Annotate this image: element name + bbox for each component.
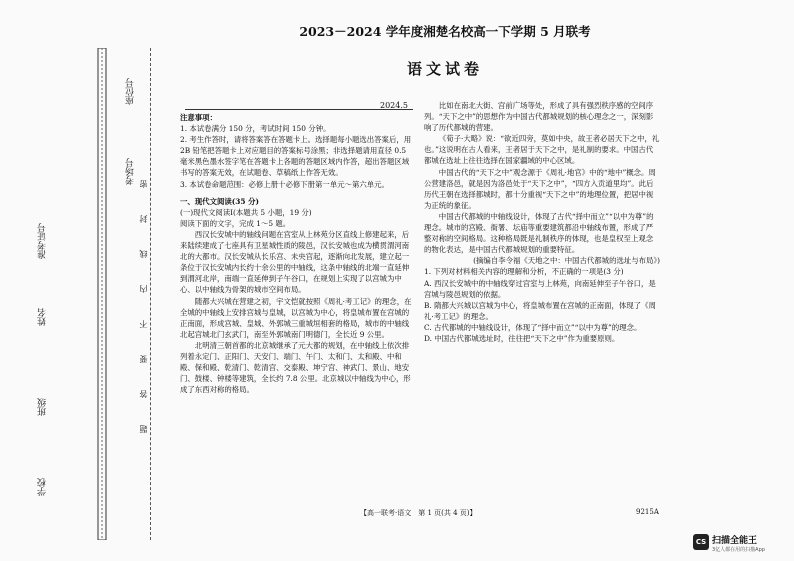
exam-header: 2023－2024 学年度湘楚名校高一下学期 5 月联考 [299,24,591,39]
section-title: 一、现代文阅读(35 分) [180,196,259,206]
question-1-option-a: A. 西汉长安城中的中轴线穿过宫室与上林苑，向南延伸至子午谷口，是宫城与陵邑规划的依据。 [424,278,656,299]
right-column [424,100,660,344]
exam-code: 9215A [636,508,659,516]
fold-char-7: 题 [139,425,148,433]
section-instruction: 阅读下面的文字，完成 1～5 题。 [180,218,291,228]
page-footer: 【高一联考·语文 第 1 页(共 4 页)】 [360,509,477,517]
question-1-stem: 1. 下列对材料相关内容的理解和分析，不正确的一项是(3 分) [424,267,624,277]
fold-char-2: 线 [139,250,148,258]
binding-strip [28,48,178,540]
camscanner-name: 扫描全能王 [712,536,758,546]
note-item-2: 2. 考生作答时，请将答案答在答题卡上。选择题每小题选出答案后，用 2B 铅笔把答题卡上对应题目的答案标号涂黑；非选择题请用直径 0.5 毫米黑色墨水签字笔在答题卡上各题的答题区域内作答，超出答题区域书写的答案无效，在试题卷、草稿纸上作答无效。 [180,135,412,178]
passage-paragraph-6: 中国古代的“天下之中”观念源于《周礼·地官》中的“地中”概念。周公营建洛邑，就是因为洛邑处于“天下之中”，“四方入贡道里均”。此后历代王朝在选择都城时，都十分重视“天下之中”的地理位置，把居中视为正统的象征。 [424,167,656,210]
passage-source: (摘编自李令福《天地之中：中国古代都城的选址与布局》) [473,256,660,266]
question-1-option-c: C. 古代都城的中轴线设计，体现了“择中而立”“以中为尊”的理念。 [424,322,642,332]
question-1-option-d: D. 中国古代都城选址时，往往把“天下之中”作为重要原则。 [424,333,620,343]
notes-title: 注意事项： [180,113,217,122]
passage-paragraph-3: 北明清三朝首都的北京城继承了元大都的规划，在中轴线上依次排列着永定门、正阳门、天安门、端门、午门、太和门、太和殿、中和殿、保和殿、乾清门、乾清宫、交泰殿、坤宁宫、神武门、景山、地安门、鼓楼、钟楼等建筑，全长约 7.8 公里。北京城以中轴线为中心，形成了东西对称的格局。 [180,340,411,395]
binding-field-room: 考场号 [126,158,136,185]
left-column [180,112,412,395]
header-rule [185,109,413,110]
fold-char-5: 要 [139,355,148,363]
note-item-1: 1. 本试卷满分 150 分，考试时间 150 分钟。 [180,124,331,134]
binding-field-school: 学校 [38,478,48,496]
fold-char-3: 内 [139,285,148,293]
passage-paragraph-4: 比如在南北大街、宫前广场等处，形成了具有强烈秩序感的空间序列。“天下之中”的思想作为中国古代都城规划的核心理念之一，深刻影响了历代都城的营建。 [424,101,654,133]
fold-char-4: 不 [139,320,148,328]
camscanner-logo-icon: CS [693,534,709,550]
binding-field-class: 班级 [38,398,48,416]
cut-line [150,48,151,540]
question-1-option-b: B. 隋都大兴城以宫城为中心，将皇城布置在宫城的正南面，体现了《周礼·考工记》的理念。 [424,300,656,321]
passage-paragraph-7: 中国古代都城的中轴线设计，体现了古代“择中而立”“以中为尊”的理念。城市的宫殿、衙署、坛庙等重要建筑都沿中轴线布置，形成了严整对称的空间格局。这种格局既是礼制秩序的体现，也是皇权至上观念的物化表达，是中国古代都城规划的重要特征。 [424,211,654,255]
passage-paragraph-5: 《荀子·大略》说：“欲近四旁，莫如中央，故王者必居天下之中，礼也。”这说明在古人看来，王者居于天下之中，是礼制的要求。中国古代都城在选址上往往选择在国家疆域的中心区域。 [424,134,660,166]
binding-field-ticket: 准考证号 [38,223,48,259]
binding-border [28,48,178,540]
camscanner-tagline: 3亿人都在用的扫描App [712,547,765,553]
passage-paragraph-1: 西汉长安城中的轴线问题在宫室从上林苑分区直线上修建起来，后来陆续建成了七座具有卫星城性质的陵邑，汉长安城也成为横贯渭河南北的大都市。汉长安城从长乐宫、未央宫起，逐渐向北发展，建立起一条位于汉长安城内长约十余公里的中轴线，这条中轴线的北端一直延伸到渭河北岸，南端一直延伸到子午谷口，在规划上实现了以宫城为中心、以中轴线为骨架的城市空间布局。 [180,229,410,295]
exam-date: 2024.5 [380,101,408,110]
subject-title: 语文试卷 [406,60,483,78]
fold-char-6: 答 [139,390,148,398]
binding-field-name: 姓名 [38,308,48,326]
fold-char-0: 密 [139,180,148,188]
binding-field-seat: 座位号 [126,78,136,105]
note-item-3: 3. 本试卷命题范围：必修上册十必修下册第一单元～第六单元。 [180,179,389,189]
passage-paragraph-2: 随都大兴城在营建之初，宇文恺就按照《周礼·考工记》的理念，在全城的中轴线上安排宫城与皇城，以宫城为中心，将皇城布置在宫城的正南面，形成宫城、皇城、外郭城三重城垣相套的格局，城市的中轴线北起宫城北门玄武门，南至外郭城南门明德门，全长近 9 公里。 [180,296,412,339]
section-sub: (一)现代文阅读Ⅰ(本题共 5 小题，19 分) [180,207,312,217]
fold-char-1: 封 [139,215,148,223]
